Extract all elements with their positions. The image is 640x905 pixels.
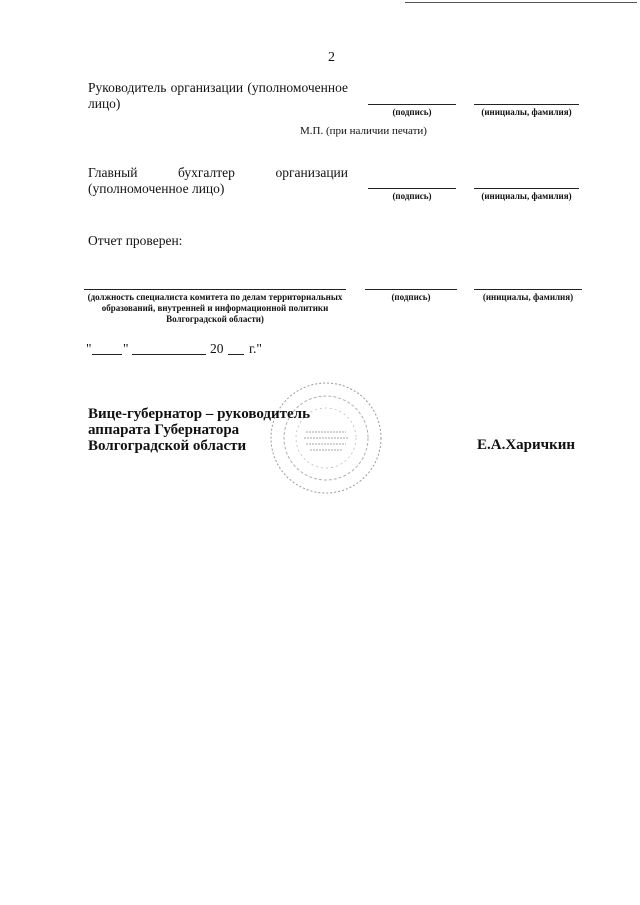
head-signature-line	[368, 104, 456, 105]
verified-signature-line	[365, 289, 457, 290]
accountant-signature-line	[368, 188, 456, 189]
date-open-quote: "	[86, 341, 92, 356]
verified-position-caption-line-2: образований, внутренней и информационной политики	[101, 303, 329, 313]
verified-position-caption-line-3: Волгоградской области)	[166, 314, 264, 324]
verified-name-caption: (инициалы, фамилия)	[482, 292, 574, 302]
signatory-name: Е.А.Харичкин	[477, 437, 576, 453]
signatory-title-line-3: Волгоградской области	[88, 438, 247, 454]
date-year-prefix: 20	[210, 341, 224, 356]
date-year-line	[228, 354, 244, 355]
accountant-name-caption: (инициалы, фамилия)	[481, 191, 572, 201]
page-number: 2	[328, 50, 335, 65]
verified-label: Отчет проверен:	[88, 233, 183, 248]
verified-position-caption-line-1: (должность специалиста комитета по делам территориальных	[87, 292, 343, 302]
accountant-name-line	[474, 188, 579, 189]
accountant-label: Главный бухгалтер организации (уполномоченное лицо)	[88, 165, 348, 196]
verified-position-caption	[84, 292, 346, 325]
date-day-line	[92, 354, 122, 355]
head-signature-caption: (подпись)	[392, 107, 432, 117]
verified-position-line	[84, 289, 346, 290]
accountant-signature-caption: (подпись)	[392, 191, 432, 201]
date-close-quote: "	[123, 341, 129, 356]
signatory-title	[88, 406, 310, 454]
head-label: Руководитель организации (уполномоченное лицо)	[88, 80, 348, 111]
head-name-caption: (инициалы, фамилия)	[481, 107, 572, 117]
signatory-title-line-2: аппарата Губернатора	[88, 422, 240, 438]
signatory-title-line-1: Вице-губернатор – руководитель	[88, 406, 311, 422]
date-month-line	[132, 354, 206, 355]
header-rule	[405, 2, 637, 3]
verified-signature-caption: (подпись)	[391, 292, 431, 302]
date-year-suffix: г."	[249, 341, 262, 356]
stamp-note: М.П. (при наличии печати)	[300, 125, 427, 137]
head-name-line	[474, 104, 579, 105]
verified-name-line	[474, 289, 582, 290]
